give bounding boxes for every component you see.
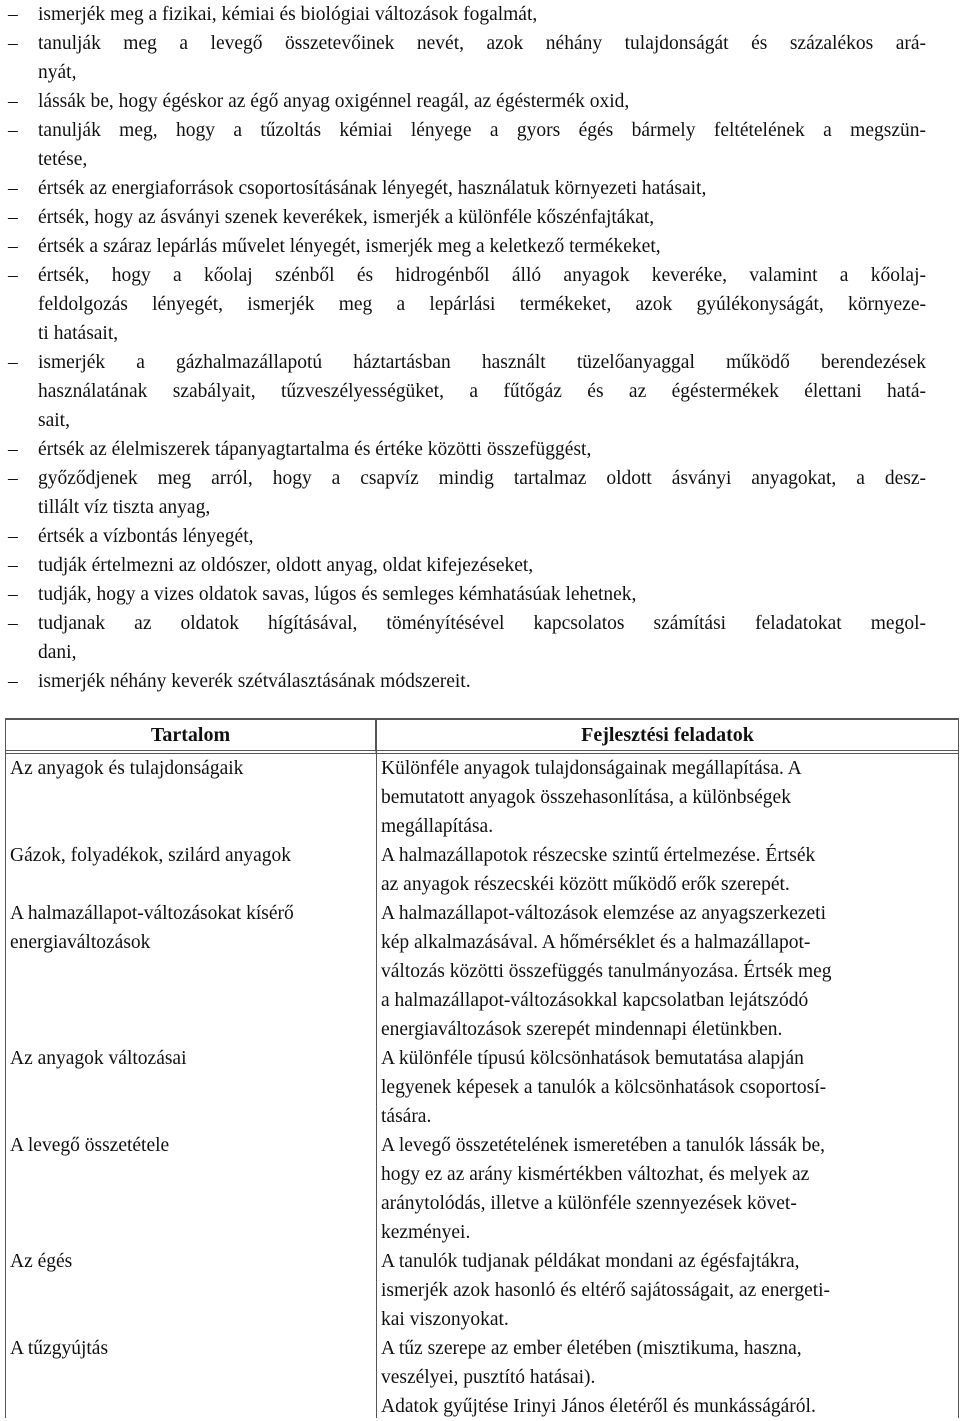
objective-item xyxy=(0,0,960,29)
task-line: A tanulók tudjanak példákat mondani az égésfajtákra, xyxy=(381,1251,800,1272)
content-cell xyxy=(5,754,376,841)
objective-item xyxy=(0,580,960,609)
dash-bullet-icon: – xyxy=(8,613,18,634)
objective-text: ismerjék meg a fizikai, kémiai és biológiai változások fogalmát, xyxy=(38,4,538,25)
objective-text: tanulják meg, hogy a tűzoltás kémiai lényege a gyors égés bármely feltételének a megszün- xyxy=(38,120,926,141)
objective-item xyxy=(0,522,960,551)
content-cell xyxy=(5,1247,376,1334)
content-table xyxy=(5,718,959,1421)
objective-item xyxy=(0,609,960,667)
header-tartalom: Tartalom xyxy=(5,718,376,754)
task-line: A különféle típusú kölcsönhatások bemutatása alapján xyxy=(381,1048,804,1069)
dash-bullet-icon: – xyxy=(8,265,18,286)
dash-bullet-icon: – xyxy=(8,4,18,25)
objective-text: értsék az energiaforrások csoportosításának lényegét, használatuk környezeti hatásait, xyxy=(38,178,707,199)
dash-bullet-icon: – xyxy=(8,439,18,460)
content-cell xyxy=(5,899,376,1044)
content-line: A levegő összetétele xyxy=(10,1135,170,1156)
dash-bullet-icon: – xyxy=(8,178,18,199)
header-fejlesztesi-feladatok: Fejlesztési feladatok xyxy=(376,718,959,754)
objective-item xyxy=(0,551,960,580)
task-line: A levegő összetételének ismeretében a tanulók lássák be, xyxy=(381,1135,826,1156)
objective-text-continued: használatának szabályait, tűzveszélyességüket, a fűtőgáz és az égéstermékek élettani hatá- xyxy=(38,381,926,402)
task-line: tására. xyxy=(381,1106,432,1127)
task-line: legyenek képesek a tanulók a kölcsönhatások csoportosí- xyxy=(381,1077,827,1098)
task-cell xyxy=(376,754,959,841)
task-line: veszélyei, pusztító hatásai). xyxy=(381,1367,596,1388)
task-line: kezményei. xyxy=(381,1222,471,1243)
objective-text: ismerjék néhány keverék szétválasztásának módszereit. xyxy=(38,671,471,692)
dash-bullet-icon: – xyxy=(8,671,18,692)
objective-text: tudjanak az oldatok hígításával, töményítésével kapcsolatos számítási feladatokat megol- xyxy=(38,613,926,634)
table-row xyxy=(5,1334,959,1421)
task-cell xyxy=(376,1247,959,1334)
content-line: Az anyagok és tulajdonságaik xyxy=(10,758,244,779)
objectives-list xyxy=(0,0,960,696)
task-cell xyxy=(376,899,959,1044)
objective-item xyxy=(0,232,960,261)
dash-bullet-icon: – xyxy=(8,120,18,141)
table-row xyxy=(5,841,959,899)
objective-text: értsék az élelmiszerek tápanyagtartalma és értéke közötti összefüggést, xyxy=(38,439,592,460)
task-line: Adatok gyűjtése Irinyi János életéről és munkásságáról. xyxy=(381,1396,816,1417)
dash-bullet-icon: – xyxy=(8,468,18,489)
table-border-right xyxy=(958,750,959,1418)
objective-text: értsék, hogy az ásványi szenek keverékek, ismerjék a különféle kőszénfajtákat, xyxy=(38,207,655,228)
objective-text-continued: sait, xyxy=(38,410,70,431)
objective-text: lássák be, hogy égéskor az égő anyag oxigénnel reagál, az égéstermék oxid, xyxy=(38,91,630,112)
objective-item xyxy=(0,348,960,435)
objective-item xyxy=(0,261,960,348)
content-line: Gázok, folyadékok, szilárd anyagok xyxy=(10,845,292,866)
task-line: aránytolódás, illetve a különféle szennyezések követ- xyxy=(381,1193,797,1214)
content-line: A halmazállapot-változásokat kísérő xyxy=(10,903,294,924)
dash-bullet-icon: – xyxy=(8,526,18,547)
objective-item xyxy=(0,174,960,203)
objective-text-continued: tetése, xyxy=(38,149,88,170)
table-row xyxy=(5,1044,959,1131)
task-cell xyxy=(376,1131,959,1247)
table-body xyxy=(5,754,959,1421)
objective-text-continued: tillált víz tiszta anyag, xyxy=(38,497,211,518)
objective-item xyxy=(0,116,960,174)
objective-text: ismerjék a gázhalmazállapotú háztartásban használt tüzelőanyaggal működő berendezések xyxy=(38,352,926,373)
task-line: kép alkalmazásával. A hőmérséklet és a halmazállapot- xyxy=(381,932,811,953)
objective-text-continued: ti hatásait, xyxy=(38,323,119,344)
objective-text: tudják, hogy a vizes oldatok savas, lúgos és semleges kémhatásúak lehetnek, xyxy=(38,584,637,605)
task-cell xyxy=(376,1334,959,1421)
dash-bullet-icon: – xyxy=(8,91,18,112)
objective-text: tanulják meg a levegő összetevőinek nevét, azok néhány tulajdonságát és százalékos ará- xyxy=(38,33,926,54)
task-line: változás közötti összefüggés tanulmányozása. Értsék meg xyxy=(381,961,832,982)
content-cell xyxy=(5,841,376,899)
objective-text: értsék a száraz lepárlás művelet lényegét, ismerjék meg a keletkező termékeket, xyxy=(38,236,661,257)
task-line: a halmazállapot-változásokkal kapcsolatban lejátszódó xyxy=(381,990,809,1011)
task-line: bemutatott anyagok összehasonlítása, a különbségek xyxy=(381,787,791,808)
table-row xyxy=(5,1131,959,1247)
task-line: kai viszonyokat. xyxy=(381,1309,509,1330)
objective-text-continued: dani, xyxy=(38,642,77,663)
task-line: hogy ez az arány kismértékben változhat, és melyek az xyxy=(381,1164,810,1185)
objective-text: tudják értelmezni az oldószer, oldott anyag, oldat kifejezéseket, xyxy=(38,555,534,576)
objective-text: értsék a vízbontás lényegét, xyxy=(38,526,254,547)
dash-bullet-icon: – xyxy=(8,555,18,576)
table-header-row xyxy=(5,718,959,754)
table-border-left xyxy=(5,750,6,1418)
dash-bullet-icon: – xyxy=(8,584,18,605)
table-row xyxy=(5,754,959,841)
objective-item xyxy=(0,203,960,232)
objective-item xyxy=(0,464,960,522)
objective-text-continued: feldolgozás lényegét, ismerjék meg a lepárlási termékeket, azok gyúlékonyságát, környeze- xyxy=(38,294,926,315)
objective-item xyxy=(0,667,960,696)
table-border-middle xyxy=(376,750,377,1418)
task-line: ismerjék azok hasonló és eltérő sajátosságait, az energeti- xyxy=(381,1280,831,1301)
content-cell xyxy=(5,1131,376,1247)
objective-item xyxy=(0,87,960,116)
task-line: az anyagok részecskéi között működő erők szerepét. xyxy=(381,874,790,895)
task-cell xyxy=(376,841,959,899)
task-line: energiaváltozások szerepét mindennapi életünkben. xyxy=(381,1019,783,1040)
content-line: Az anyagok változásai xyxy=(10,1048,187,1069)
dash-bullet-icon: – xyxy=(8,207,18,228)
content-line: A tűzgyújtás xyxy=(10,1338,109,1359)
dash-bullet-icon: – xyxy=(8,33,18,54)
content-cell xyxy=(5,1334,376,1421)
task-line: A halmazállapotok részecske szintű értelmezése. Értsék xyxy=(381,845,816,866)
content-line: energiaváltozások xyxy=(10,932,151,953)
table-row xyxy=(5,1247,959,1334)
objective-item xyxy=(0,435,960,464)
content-cell xyxy=(5,1044,376,1131)
dash-bullet-icon: – xyxy=(8,352,18,373)
content-line: Az égés xyxy=(10,1251,73,1272)
task-line: Különféle anyagok tulajdonságainak megállapítása. A xyxy=(381,758,802,779)
objective-text: győződjenek meg arról, hogy a csapvíz mindig tartalmaz oldott ásványi anyagokat, a desz- xyxy=(38,468,926,489)
task-line: A tűz szerepe az ember életében (misztikuma, haszna, xyxy=(381,1338,802,1359)
task-line: megállapítása. xyxy=(381,816,494,837)
task-line: A halmazállapot-változások elemzése az anyagszerkezeti xyxy=(381,903,827,924)
objective-text-continued: nyát, xyxy=(38,62,77,83)
task-cell xyxy=(376,1044,959,1131)
dash-bullet-icon: – xyxy=(8,236,18,257)
objective-item xyxy=(0,29,960,87)
objective-text: értsék, hogy a kőolaj szénből és hidrogénből álló anyagok keveréke, valamint a kőolaj- xyxy=(38,265,926,286)
table-row xyxy=(5,899,959,1044)
